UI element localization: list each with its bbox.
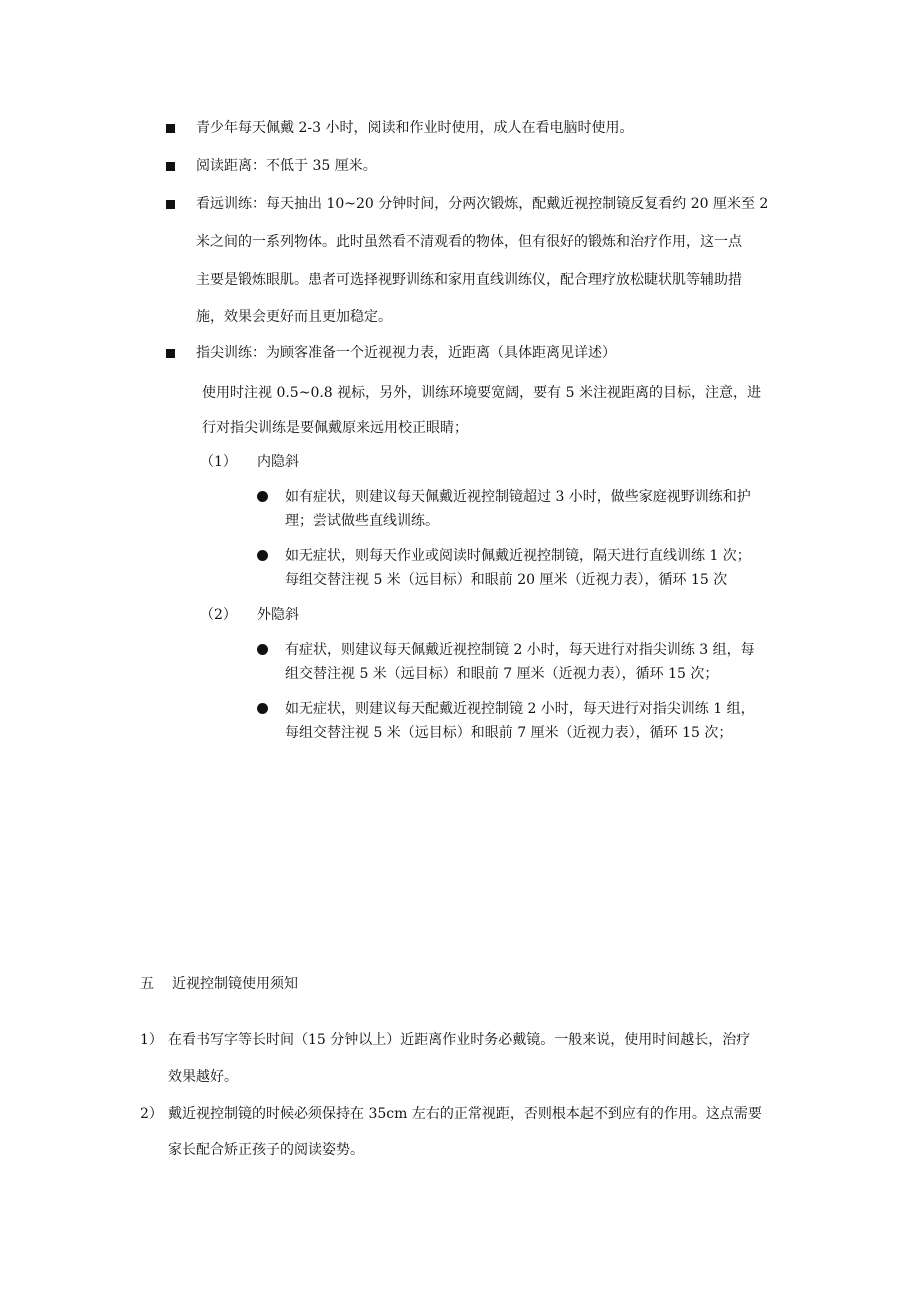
bullet-text-3-line-3: 主要是锻炼眼肌。患者可选择视野训练和家用直线训练仪，配合理疗放松睫状肌等辅助措 bbox=[196, 272, 742, 288]
square-bullet-icon bbox=[166, 349, 175, 358]
round-bullet-icon bbox=[257, 703, 268, 714]
square-bullet-icon bbox=[166, 162, 175, 171]
sub1-title: 内隐斜 bbox=[257, 454, 299, 470]
sub2-item-1-line-1: 有症状，则建议每天佩戴近视控制镜 2 小时，每天进行对指尖训练 3 组，每 bbox=[285, 642, 755, 658]
section-5-item-2-number: 2） bbox=[140, 1106, 163, 1122]
sub2-item-2-line-1: 如无症状，则建议每天配戴近视控制镜 2 小时，每天进行对指尖训练 1 组， bbox=[285, 701, 755, 717]
square-bullet-icon bbox=[166, 124, 175, 133]
sub2-title: 外隐斜 bbox=[257, 607, 299, 623]
sub1-item-2-line-1: 如无症状，则每天作业或阅读时佩戴近视控制镜，隔天进行直线训练 1 次； bbox=[285, 548, 751, 564]
sub2-item-1-line-2: 组交替注视 5 米（远目标）和眼前 7 厘米（近视力表），循环 15 次； bbox=[285, 666, 719, 682]
sub1-item-1-line-1: 如有症状，则建议每天佩戴近视控制镜超过 3 小时，做些家庭视野训练和护 bbox=[285, 489, 751, 505]
section-5-number: 五 bbox=[140, 976, 154, 992]
section-5-item-1-line-1: 在看书写字等长时间（15 分钟以上）近距离作业时务必戴镜。一般来说，使用时间越长，治疗 bbox=[168, 1032, 751, 1048]
bullet-text-2: 阅读距离：不低于 35 厘米。 bbox=[196, 158, 377, 174]
sub1-number: （1） bbox=[200, 454, 237, 470]
bullet-text-3-line-1: 看远训练：每天抽出 10~20 分钟时间，分两次锻炼，配戴近视控制镜反复看约 20 厘米至 2 bbox=[196, 196, 769, 212]
sub2-number: （2） bbox=[200, 607, 237, 623]
section-5-item-2-line-2: 家长配合矫正孩子的阅读姿势。 bbox=[168, 1142, 364, 1158]
section-5-item-1-line-2: 效果越好。 bbox=[168, 1069, 238, 1085]
bullet-4-detail-line-2: 行对指尖训练是要佩戴原来远用校正眼睛； bbox=[202, 420, 468, 436]
bullet-text-1: 青少年每天佩戴 2-3 小时，阅读和作业时使用，成人在看电脑时使用。 bbox=[196, 120, 634, 136]
round-bullet-icon bbox=[257, 550, 268, 561]
bullet-4-detail-line-1: 使用时注视 0.5~0.8 视标，另外，训练环境要宽阔，要有 5 米注视距离的目标，注意，进 bbox=[202, 385, 761, 401]
square-bullet-icon bbox=[166, 200, 175, 209]
sub1-item-1-line-2: 理；尝试做些直线训练。 bbox=[285, 513, 439, 529]
section-5-item-1-number: 1） bbox=[140, 1032, 163, 1048]
section-5-item-2-line-1: 戴近视控制镜的时候必须保持在 35cm 左右的正常视距，否则根本起不到应有的作用。这点需要 bbox=[168, 1106, 762, 1122]
sub1-item-2-line-2: 每组交替注视 5 米（远目标）和眼前 20 厘米（近视力表），循环 15 次 bbox=[285, 572, 728, 588]
section-5-title: 近视控制镜使用须知 bbox=[172, 976, 298, 992]
sub2-item-2-line-2: 每组交替注视 5 米（远目标）和眼前 7 厘米（近视力表），循环 15 次； bbox=[285, 725, 733, 741]
round-bullet-icon bbox=[257, 491, 268, 502]
bullet-text-3-line-4: 施，效果会更好而且更加稳定。 bbox=[196, 309, 392, 325]
round-bullet-icon bbox=[257, 644, 268, 655]
bullet-text-4: 指尖训练：为顾客准备一个近视视力表，近距离（具体距离见详述） bbox=[196, 345, 616, 361]
bullet-text-3-line-2: 米之间的一系列物体。此时虽然看不清观看的物体，但有很好的锻炼和治疗作用，这一点 bbox=[196, 234, 742, 250]
